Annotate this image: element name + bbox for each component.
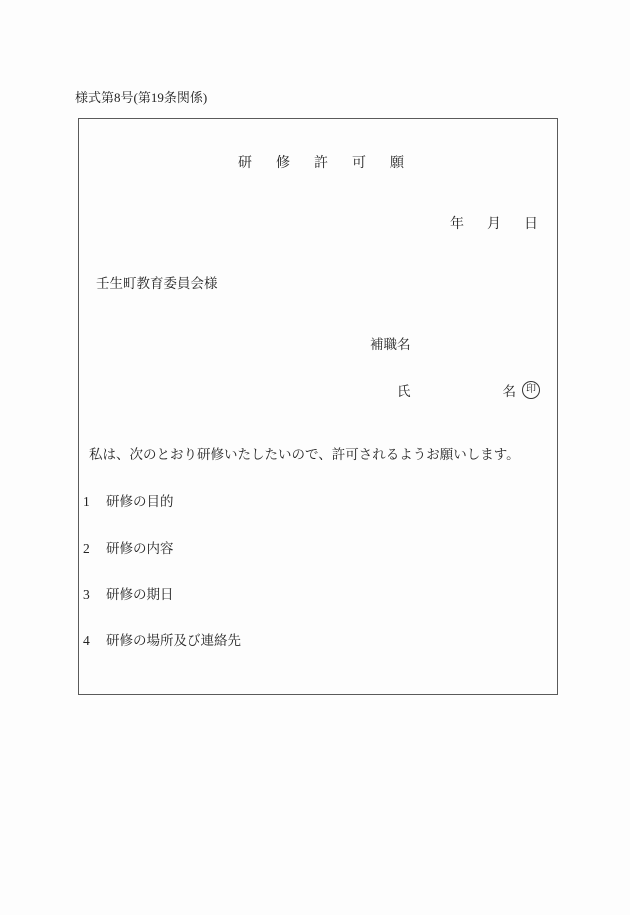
name-sei-label: 氏 xyxy=(397,384,411,399)
item-number: 2 xyxy=(83,541,90,556)
date-line xyxy=(450,213,538,233)
item-label: 研修の目的 xyxy=(106,494,174,509)
form-border-box xyxy=(78,118,558,695)
document-title: 研修許可願 xyxy=(238,156,428,171)
item-number: 4 xyxy=(83,633,90,648)
addressee-label: 壬生町教育委員会様 xyxy=(96,276,218,291)
date-month-label: 月 xyxy=(487,217,501,232)
date-day-label: 日 xyxy=(524,217,538,232)
name-mei-label: 名 xyxy=(502,384,516,399)
item-number: 1 xyxy=(83,494,90,509)
name-row xyxy=(397,380,540,400)
list-item xyxy=(83,490,174,510)
form-number-label: 様式第8号(第19条関係) xyxy=(75,90,208,105)
item-label: 研修の内容 xyxy=(106,541,174,556)
position-title-label: 補職名 xyxy=(370,337,411,352)
list-item xyxy=(83,629,241,649)
list-item xyxy=(83,583,174,603)
item-number: 3 xyxy=(83,587,90,602)
request-statement: 私は、次のとおり研修いたしたいので、許可されるようお願いします。 xyxy=(89,447,520,462)
date-year-label: 年 xyxy=(450,217,464,232)
item-label: 研修の期日 xyxy=(106,587,174,602)
seal-mark-icon: 印 xyxy=(522,381,540,399)
item-label: 研修の場所及び連絡先 xyxy=(106,633,241,648)
list-item xyxy=(83,537,174,557)
